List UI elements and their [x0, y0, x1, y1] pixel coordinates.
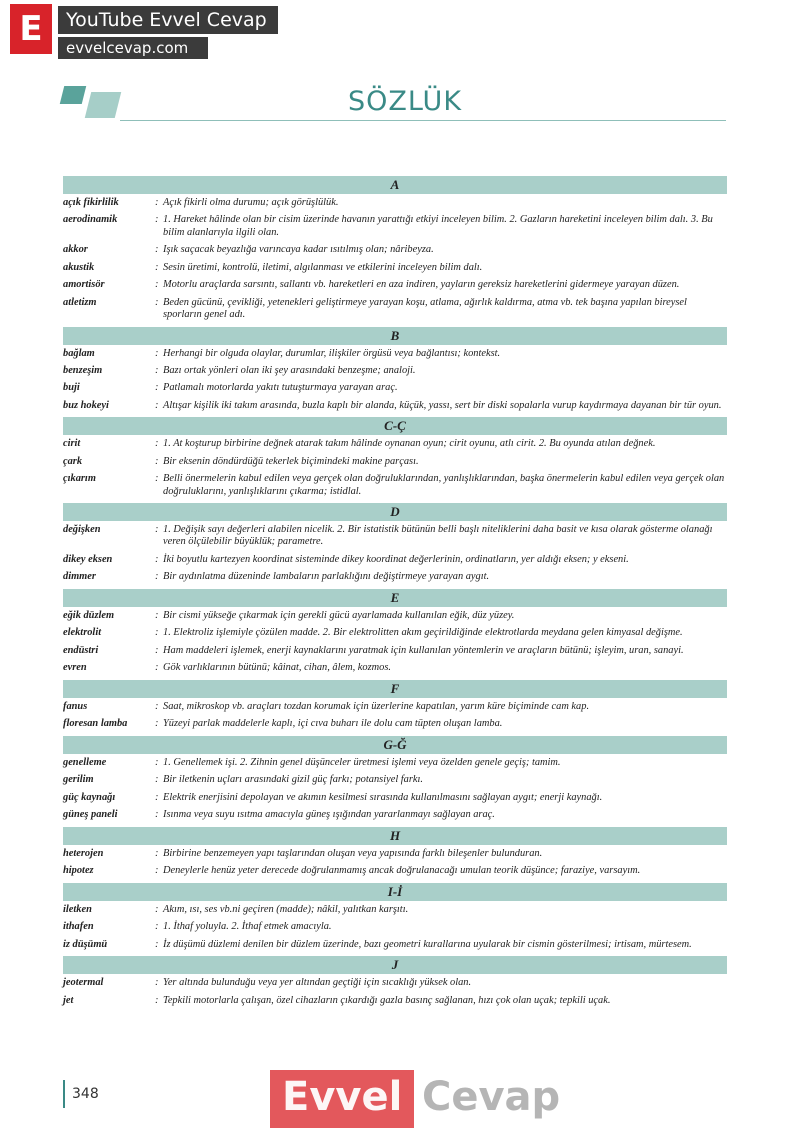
entry-term: benzeşim: [63, 364, 103, 376]
section-header: I-İ: [63, 883, 727, 901]
entry-definition: Bir cismi yükseğe çıkarmak için gerekli gücü ayarlamada kullanılan eğik, düz yüzey.: [163, 609, 515, 621]
entry-term: çark: [63, 455, 83, 467]
entry-term: bağlam: [63, 347, 95, 359]
entry-colon: :: [155, 756, 159, 768]
entry-colon: :: [155, 261, 159, 273]
entry-colon: :: [155, 455, 159, 467]
entry-definition: Akım, ısı, ses vb.ni geçiren (madde); nâkil, yalıtkan karşıtı.: [163, 903, 409, 915]
entry-definition: Gök varlıklarının bütünü; kâinat, cihan, âlem, kozmos.: [163, 662, 391, 674]
entry-colon: :: [155, 977, 159, 989]
entry-colon: :: [155, 662, 159, 674]
entry-term: endüstri: [63, 644, 99, 656]
footer-logo-evvel: Evvel: [282, 1074, 403, 1120]
section-header: J: [63, 956, 727, 974]
dictionary-entry: [63, 645, 727, 657]
dictionary-entry: [63, 865, 727, 877]
section-header: G-Ğ: [63, 736, 727, 754]
entry-colon: :: [155, 473, 159, 485]
entry-colon: :: [155, 921, 159, 933]
dictionary-entry: [63, 524, 727, 549]
dictionary-entry: [63, 348, 727, 360]
dictionary-entry: [63, 214, 727, 239]
entry-term: genelleme: [63, 756, 107, 768]
dictionary-entry: [63, 757, 727, 769]
section-header: B: [63, 327, 727, 345]
entry-colon: :: [155, 382, 159, 394]
entry-colon: :: [155, 644, 159, 656]
dictionary-entry: [63, 382, 727, 394]
entry-term: güneş paneli: [63, 809, 118, 821]
entry-term: atletizm: [63, 296, 97, 308]
section-header: C-Ç: [63, 417, 727, 435]
brand-logo-letter: E: [10, 4, 52, 54]
entry-definition: 1. İthaf yoluyla. 2. İthaf etmek amacıyla.: [163, 921, 332, 933]
entry-definition: Isınma veya suyu ısıtma amacıyla güneş ışığından yararlanmayı sağlayan araç.: [163, 809, 495, 821]
entry-colon: :: [155, 627, 159, 639]
entry-definition: Bir iletkenin uçları arasındaki gizil güç farkı; potansiyel farkı.: [163, 774, 424, 786]
entry-colon: :: [155, 571, 159, 583]
dictionary-entry: [63, 939, 727, 951]
entry-colon: :: [155, 244, 159, 256]
entry-colon: :: [155, 791, 159, 803]
dictionary-entry: [63, 977, 727, 989]
entry-term: dikey eksen: [63, 553, 113, 565]
dictionary-entry: [63, 438, 727, 450]
brand-badge: [10, 4, 280, 60]
dictionary-entry: [63, 365, 727, 377]
entry-colon: :: [155, 774, 159, 786]
entry-term: buz hokeyi: [63, 399, 109, 411]
entry-definition: Bir eksenin döndürdüğü tekerlek biçimindeki makine parçası.: [163, 455, 419, 467]
dictionary: [63, 174, 727, 1012]
entry-colon: :: [155, 609, 159, 621]
dictionary-entry: [63, 610, 727, 622]
dictionary-entry: [63, 809, 727, 821]
dictionary-entry: [63, 571, 727, 583]
dictionary-entry: [63, 262, 727, 274]
entry-term: fanus: [63, 700, 88, 712]
entry-definition: Yer altında bulunduğu veya yer altından geçtiği için sıcaklığı yüksek olan.: [163, 977, 472, 989]
entry-colon: :: [155, 553, 159, 565]
entry-term: eğik düzlem: [63, 609, 115, 621]
entry-definition: Yüzeyi parlak maddelerle kaplı, içi cıva buharı ile dolu cam tüpten oluşan lamba.: [163, 718, 503, 730]
entry-term: cirit: [63, 438, 81, 450]
dictionary-entry: [63, 662, 727, 674]
page-title: SÖZLÜK: [347, 86, 463, 117]
entry-term: akkor: [63, 244, 88, 256]
entry-term: amortisör: [63, 279, 105, 291]
entry-term: jeotermal: [63, 977, 104, 989]
entry-term: iletken: [63, 903, 92, 915]
dictionary-entry: [63, 848, 727, 860]
entry-colon: :: [155, 718, 159, 730]
entry-colon: :: [155, 994, 159, 1006]
dictionary-entry: [63, 995, 727, 1007]
entry-colon: :: [155, 809, 159, 821]
dictionary-entry: [63, 701, 727, 713]
entry-term: hipotez: [63, 865, 94, 877]
entry-term: heterojen: [63, 847, 104, 859]
dictionary-entry: [63, 400, 727, 412]
entry-definition: Tepkili motorlarla çalışan, özel cihazların çıkardığı gazla basınç sağlanan, hızı çok olan uçak; tepkili uçak.: [163, 994, 611, 1006]
entry-definition: İki boyutlu kartezyen koordinat sisteminde dikey koordinat değerlerinin, ordinatların, yer aldığı eksen; y ekseni.: [163, 553, 629, 565]
entry-definition: Altışar kişilik iki takım arasında, buzla kaplı bir alanda, küçük, yassı, sert bir diski sopalarla vurup kaydırmaya dayanan bir tür oyun.: [163, 399, 722, 411]
entry-definition: 1. Hareket hâlinde olan bir cisim üzerinde havanın yarattığı etkiyi inceleyen bilim. 2. Gazların hareketini inceleyen bilim dalı. 3. Bu bilim alanlarıyla ilgili olan.: [163, 214, 713, 238]
title-divider: [120, 120, 726, 121]
entry-definition: Saat, mikroskop vb. araçları tozdan korumak için üzerlerine kapatılan, yarım küre biçiminde cam kap.: [163, 700, 590, 712]
entry-definition: Ham maddeleri işlemek, enerji kaynaklarını yaratmak için kullanılan yöntemlerin ve araçların bütünü; işleyim, uran, sanayi.: [163, 644, 684, 656]
entry-term: açık fikirlilik: [63, 197, 119, 208]
entry-colon: :: [155, 903, 159, 915]
section-header: A: [63, 176, 727, 194]
entry-term: buji: [63, 382, 80, 394]
entry-term: gerilim: [63, 774, 94, 786]
entry-definition: 1. Değişik sayı değerleri alabilen nicelik. 2. Bir istatistik bütünün belli başlı niteliklerini daha basit ve kısa olarak gösterme olanağı veren ölçülebilir büyüklük; parametre.: [163, 524, 713, 548]
entry-term: çıkarım: [63, 473, 96, 485]
dictionary-entry: [63, 197, 727, 209]
entry-definition: Herhangi bir olguda olaylar, durumlar, ilişkiler örgüsü veya bağlantısı; kontekst.: [163, 347, 501, 359]
entry-term: aerodinamik: [63, 214, 118, 226]
entry-definition: Sesin üretimi, kontrolü, iletimi, algılanması ve etkilerini inceleyen bilim dalı.: [163, 261, 483, 273]
page-number-bar: [63, 1080, 65, 1108]
footer-logo-cevap: Cevap: [422, 1074, 561, 1120]
entry-definition: İz düşümü düzlemi denilen bir düzlem üzerinde, bazı geometri kurallarına uyularak bir cismin gösterilmesi; irtisam, mürtesem.: [163, 938, 692, 950]
dictionary-entry: [63, 244, 727, 256]
dictionary-entry: [63, 456, 727, 468]
entry-term: dimmer: [63, 571, 96, 583]
entry-definition: Birbirine benzemeyen yapı taşlarından oluşan veya yapısında farklı bileşenler bulunduran.: [163, 847, 543, 859]
entry-definition: 1. Elektroliz işlemiyle çözülen madde. 2. Bir elektrolitten akım geçirildiğinde elektrotlarda meydana gelen kimyasal değişme.: [163, 627, 683, 639]
entry-definition: Patlamalı motorlarda yakıtı tutuşturmaya yarayan araç.: [163, 382, 398, 394]
dictionary-entry: [63, 904, 727, 916]
entry-colon: :: [155, 938, 159, 950]
section-header: H: [63, 827, 727, 845]
entry-definition: 1. At koşturup birbirine değnek atarak takım hâlinde oynanan oyun; cirit oyunu, atlı cirit. 2. Bu oyunda atılan değnek.: [163, 438, 656, 450]
entry-term: iz düşümü: [63, 938, 108, 950]
entry-definition: Açık fikirli olma durumu; açık görüşlülük.: [163, 197, 339, 208]
page-number: 348: [72, 1086, 99, 1102]
entry-definition: Işık saçacak beyazlığa varıncaya kadar ısıtılmış olan; nâribeyza.: [163, 244, 434, 256]
entry-colon: :: [155, 279, 159, 291]
entry-definition: Motorlu araçlarda sarsıntı, sallantı vb. hareketleri en aza indiren, yayların gereksiz hareketlerini gidermeye yarayan düzen.: [163, 279, 680, 291]
entry-colon: :: [155, 847, 159, 859]
entry-definition: Belli önermelerin kabul edilen veya gerçek olan doğruluklarından, yanlışlıklarından, başka önermelerin kabul edilen veya gerçek olan doğruluklarını, yanlışlıklarını çıkarma; istidlal.: [163, 473, 725, 497]
entry-definition: Elektrik enerjisini depolayan ve akımın kesilmesi sırasında kullanılmasını sağlayan aygıt; enerji kaynağı.: [163, 791, 603, 803]
dictionary-entry: [63, 718, 727, 730]
entry-colon: :: [155, 347, 159, 359]
dictionary-entry: [63, 279, 727, 291]
entry-term: jet: [63, 994, 74, 1006]
dictionary-entry: [63, 297, 727, 322]
brand-name: YouTube Evvel Cevap: [58, 6, 278, 34]
entry-colon: :: [155, 197, 159, 208]
entry-term: elektrolit: [63, 627, 102, 639]
entry-term: evren: [63, 662, 87, 674]
dictionary-entry: [63, 473, 727, 498]
entry-colon: :: [155, 438, 159, 450]
dictionary-entry: [63, 627, 727, 639]
entry-term: ithafen: [63, 921, 94, 933]
entry-colon: :: [155, 865, 159, 877]
entry-definition: 1. Genellemek işi. 2. Zihnin genel düşünceler üretmesi işlemi veya özelden genele geçiş; tamim.: [163, 756, 561, 768]
entry-term: güç kaynağı: [63, 791, 116, 803]
entry-term: değişken: [63, 524, 101, 536]
dictionary-entry: [63, 774, 727, 786]
brand-url[interactable]: evvelcevap.com: [58, 37, 208, 59]
section-header: D: [63, 503, 727, 521]
entry-definition: Bazı ortak yönleri olan iki şey arasındaki benzeşme; analoji.: [163, 364, 416, 376]
dictionary-entry: [63, 792, 727, 804]
entry-colon: :: [155, 296, 159, 308]
entry-colon: :: [155, 700, 159, 712]
entry-colon: :: [155, 524, 159, 536]
entry-colon: :: [155, 214, 159, 226]
entry-colon: :: [155, 364, 159, 376]
entry-colon: :: [155, 399, 159, 411]
entry-definition: Deneylerle henüz yeter derecede doğrulanmamış ancak doğrulanacağı umulan teorik düşünce; faraziye, varsayım.: [163, 865, 641, 877]
entry-definition: Bir aydınlatma düzeninde lambaların parlaklığını değiştirmeye yarayan aygıt.: [163, 571, 490, 583]
dictionary-entry: [63, 554, 727, 566]
entry-definition: Beden gücünü, çevikliği, yetenekleri geliştirmeye yarayan koşu, atlama, ağırlık kaldırma, atma vb. tek başına yapılan bireysel sporların genel adı.: [163, 296, 687, 321]
section-header: E: [63, 589, 727, 607]
section-header: F: [63, 680, 727, 698]
dictionary-entry: [63, 921, 727, 933]
entry-term: floresan lamba: [63, 718, 128, 730]
entry-term: akustik: [63, 261, 95, 273]
